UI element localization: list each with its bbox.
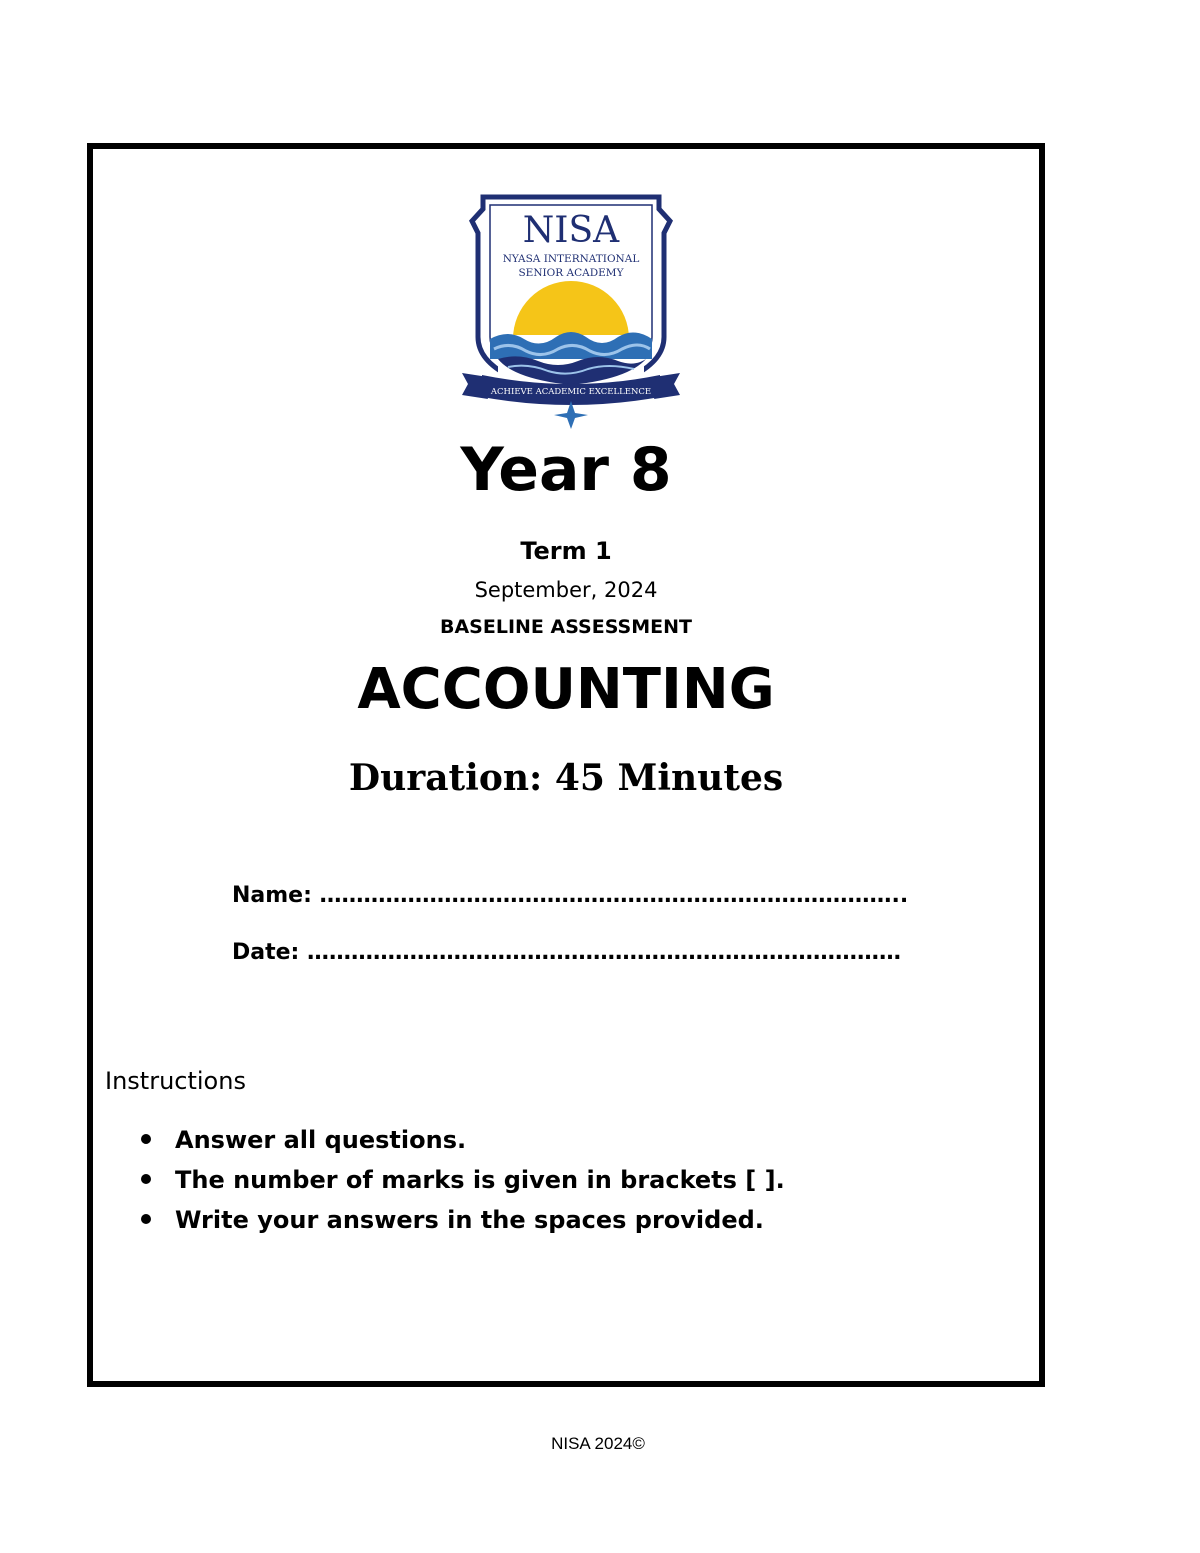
list-item [105, 1200, 785, 1240]
list-item [105, 1160, 785, 1200]
instructions-list [105, 1120, 785, 1240]
bullet-icon [141, 1214, 151, 1224]
instruction-text: Write your answers in the spaces provided. [175, 1206, 764, 1234]
page-footer [0, 1432, 1200, 1456]
copyright-text: NISA 2024© [551, 1434, 645, 1453]
instruction-text: The number of marks is given in brackets [ ]. [175, 1166, 785, 1194]
year-heading: Year 8 [460, 435, 672, 505]
exam-date: September, 2024 [474, 578, 658, 602]
bullet-icon [141, 1134, 151, 1144]
list-item [105, 1120, 785, 1160]
bullet-icon [141, 1174, 151, 1184]
instructions-heading: Instructions [105, 1067, 246, 1095]
term-label: Term 1 [520, 537, 612, 565]
logo-title: NISA [522, 210, 620, 251]
duration-label: Duration: 45 Minutes [348, 757, 784, 799]
logo-school-line1: NYASA INTERNATIONAL [502, 253, 640, 265]
logo-motto: ACHIEVE ACADEMIC EXCELLENCE [490, 387, 652, 397]
school-crest-logo [458, 187, 684, 431]
assessment-type: BASELINE ASSESSMENT [440, 616, 692, 638]
logo-school-line2: SENIOR ACADEMY [518, 267, 624, 279]
date-field[interactable]: Date: ……………………………………………………………………… [232, 940, 902, 965]
instruction-text: Answer all questions. [175, 1126, 467, 1154]
subject-title: ACCOUNTING [357, 657, 775, 722]
name-field[interactable]: Name: …………………………………………………………………….. [232, 883, 909, 908]
